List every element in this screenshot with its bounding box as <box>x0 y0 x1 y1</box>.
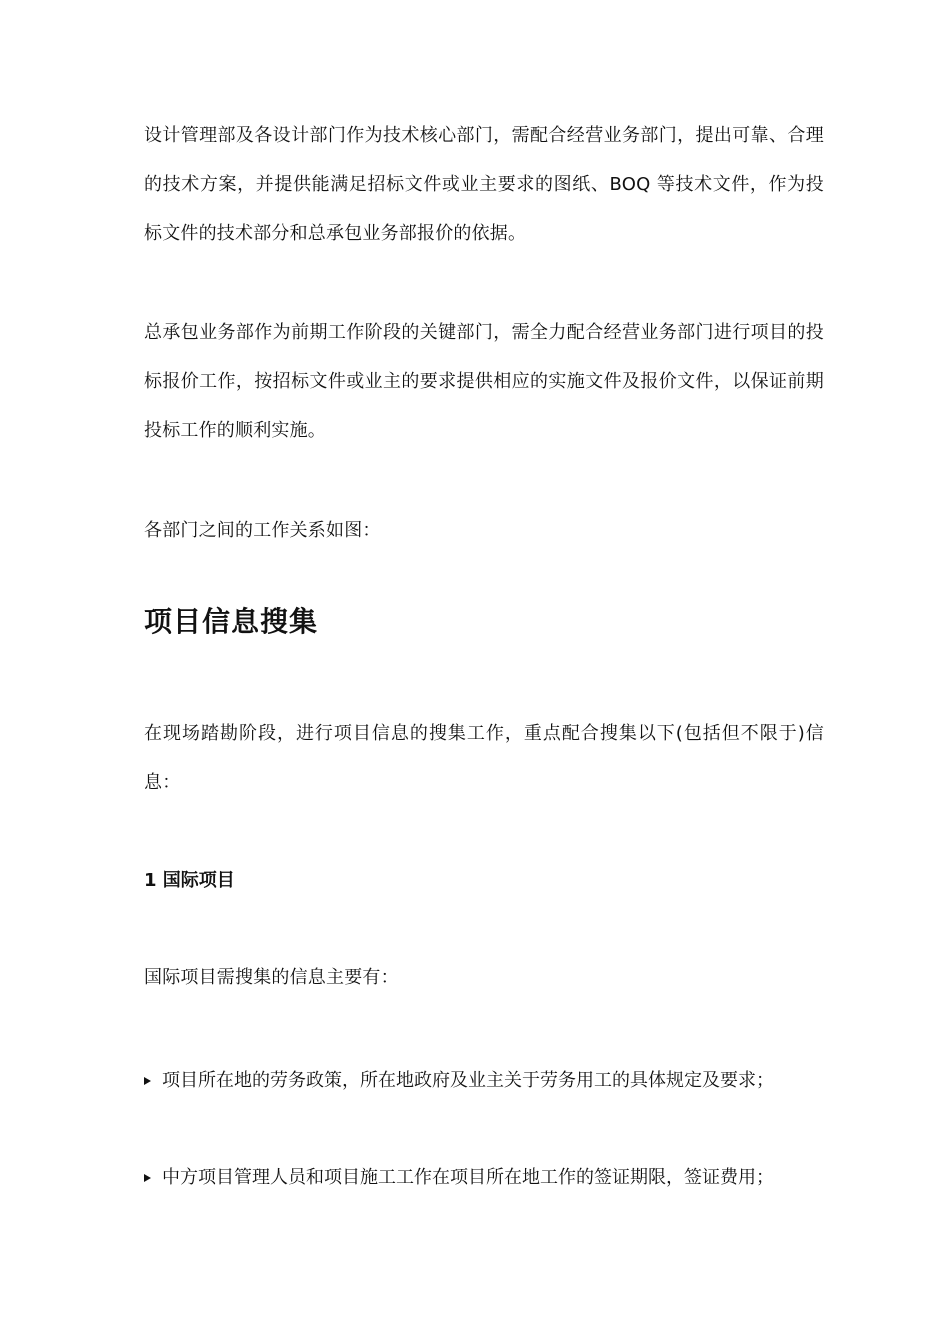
subsection-heading <box>144 866 824 896</box>
subsection-heading-text: 1 国际项目 <box>144 870 235 891</box>
bullet-row <box>144 1163 824 1193</box>
section-heading-text: 项目信息搜集 <box>144 605 319 638</box>
bullet-text: 中方项目管理人员和项目施工工作在项目所在地工作的签证期限，签证费用； <box>162 1167 774 1188</box>
paragraph-relations-intro <box>144 506 824 555</box>
paragraph-text: 总承包业务部作为前期工作阶段的关键部门，需全力配合经营业务部门进行项目的投标报价工作，按招标文件或业主的要求提供相应的实施文件及报价文件，以保证前期投标工作的顺利实施。 <box>144 322 824 441</box>
paragraph-design-dept <box>144 111 824 258</box>
bullet-text: 项目所在地的劳务政策，所在地政府及业主关于劳务用工的具体规定及要求； <box>162 1070 774 1091</box>
paragraph-text: 国际项目需搜集的信息主要有： <box>144 967 399 988</box>
section-heading <box>144 602 824 642</box>
paragraph-text: 在现场踏勘阶段，进行项目信息的搜集工作，重点配合搜集以下(包括但不限于)信息： <box>144 723 824 793</box>
bullet-row <box>144 1066 824 1096</box>
triangle-bullet-icon <box>144 1077 151 1085</box>
bullet-item <box>144 1163 824 1193</box>
paragraph-text: 设计管理部及各设计部门作为技术核心部门，需配合经营业务部门，提出可靠、合理的技术方案，并提供能满足招标文件或业主要求的图纸、BOQ 等技术文件，作为投标文件的技术部分和总承包业务部报价的依据。 <box>144 125 824 244</box>
bullet-item <box>144 1066 824 1096</box>
paragraph-site-survey <box>144 709 824 807</box>
paragraph-intl-info <box>144 963 824 993</box>
paragraph-text: 各部门之间的工作关系如图： <box>144 520 381 541</box>
paragraph-epc-dept <box>144 308 824 455</box>
triangle-bullet-icon <box>144 1174 151 1182</box>
